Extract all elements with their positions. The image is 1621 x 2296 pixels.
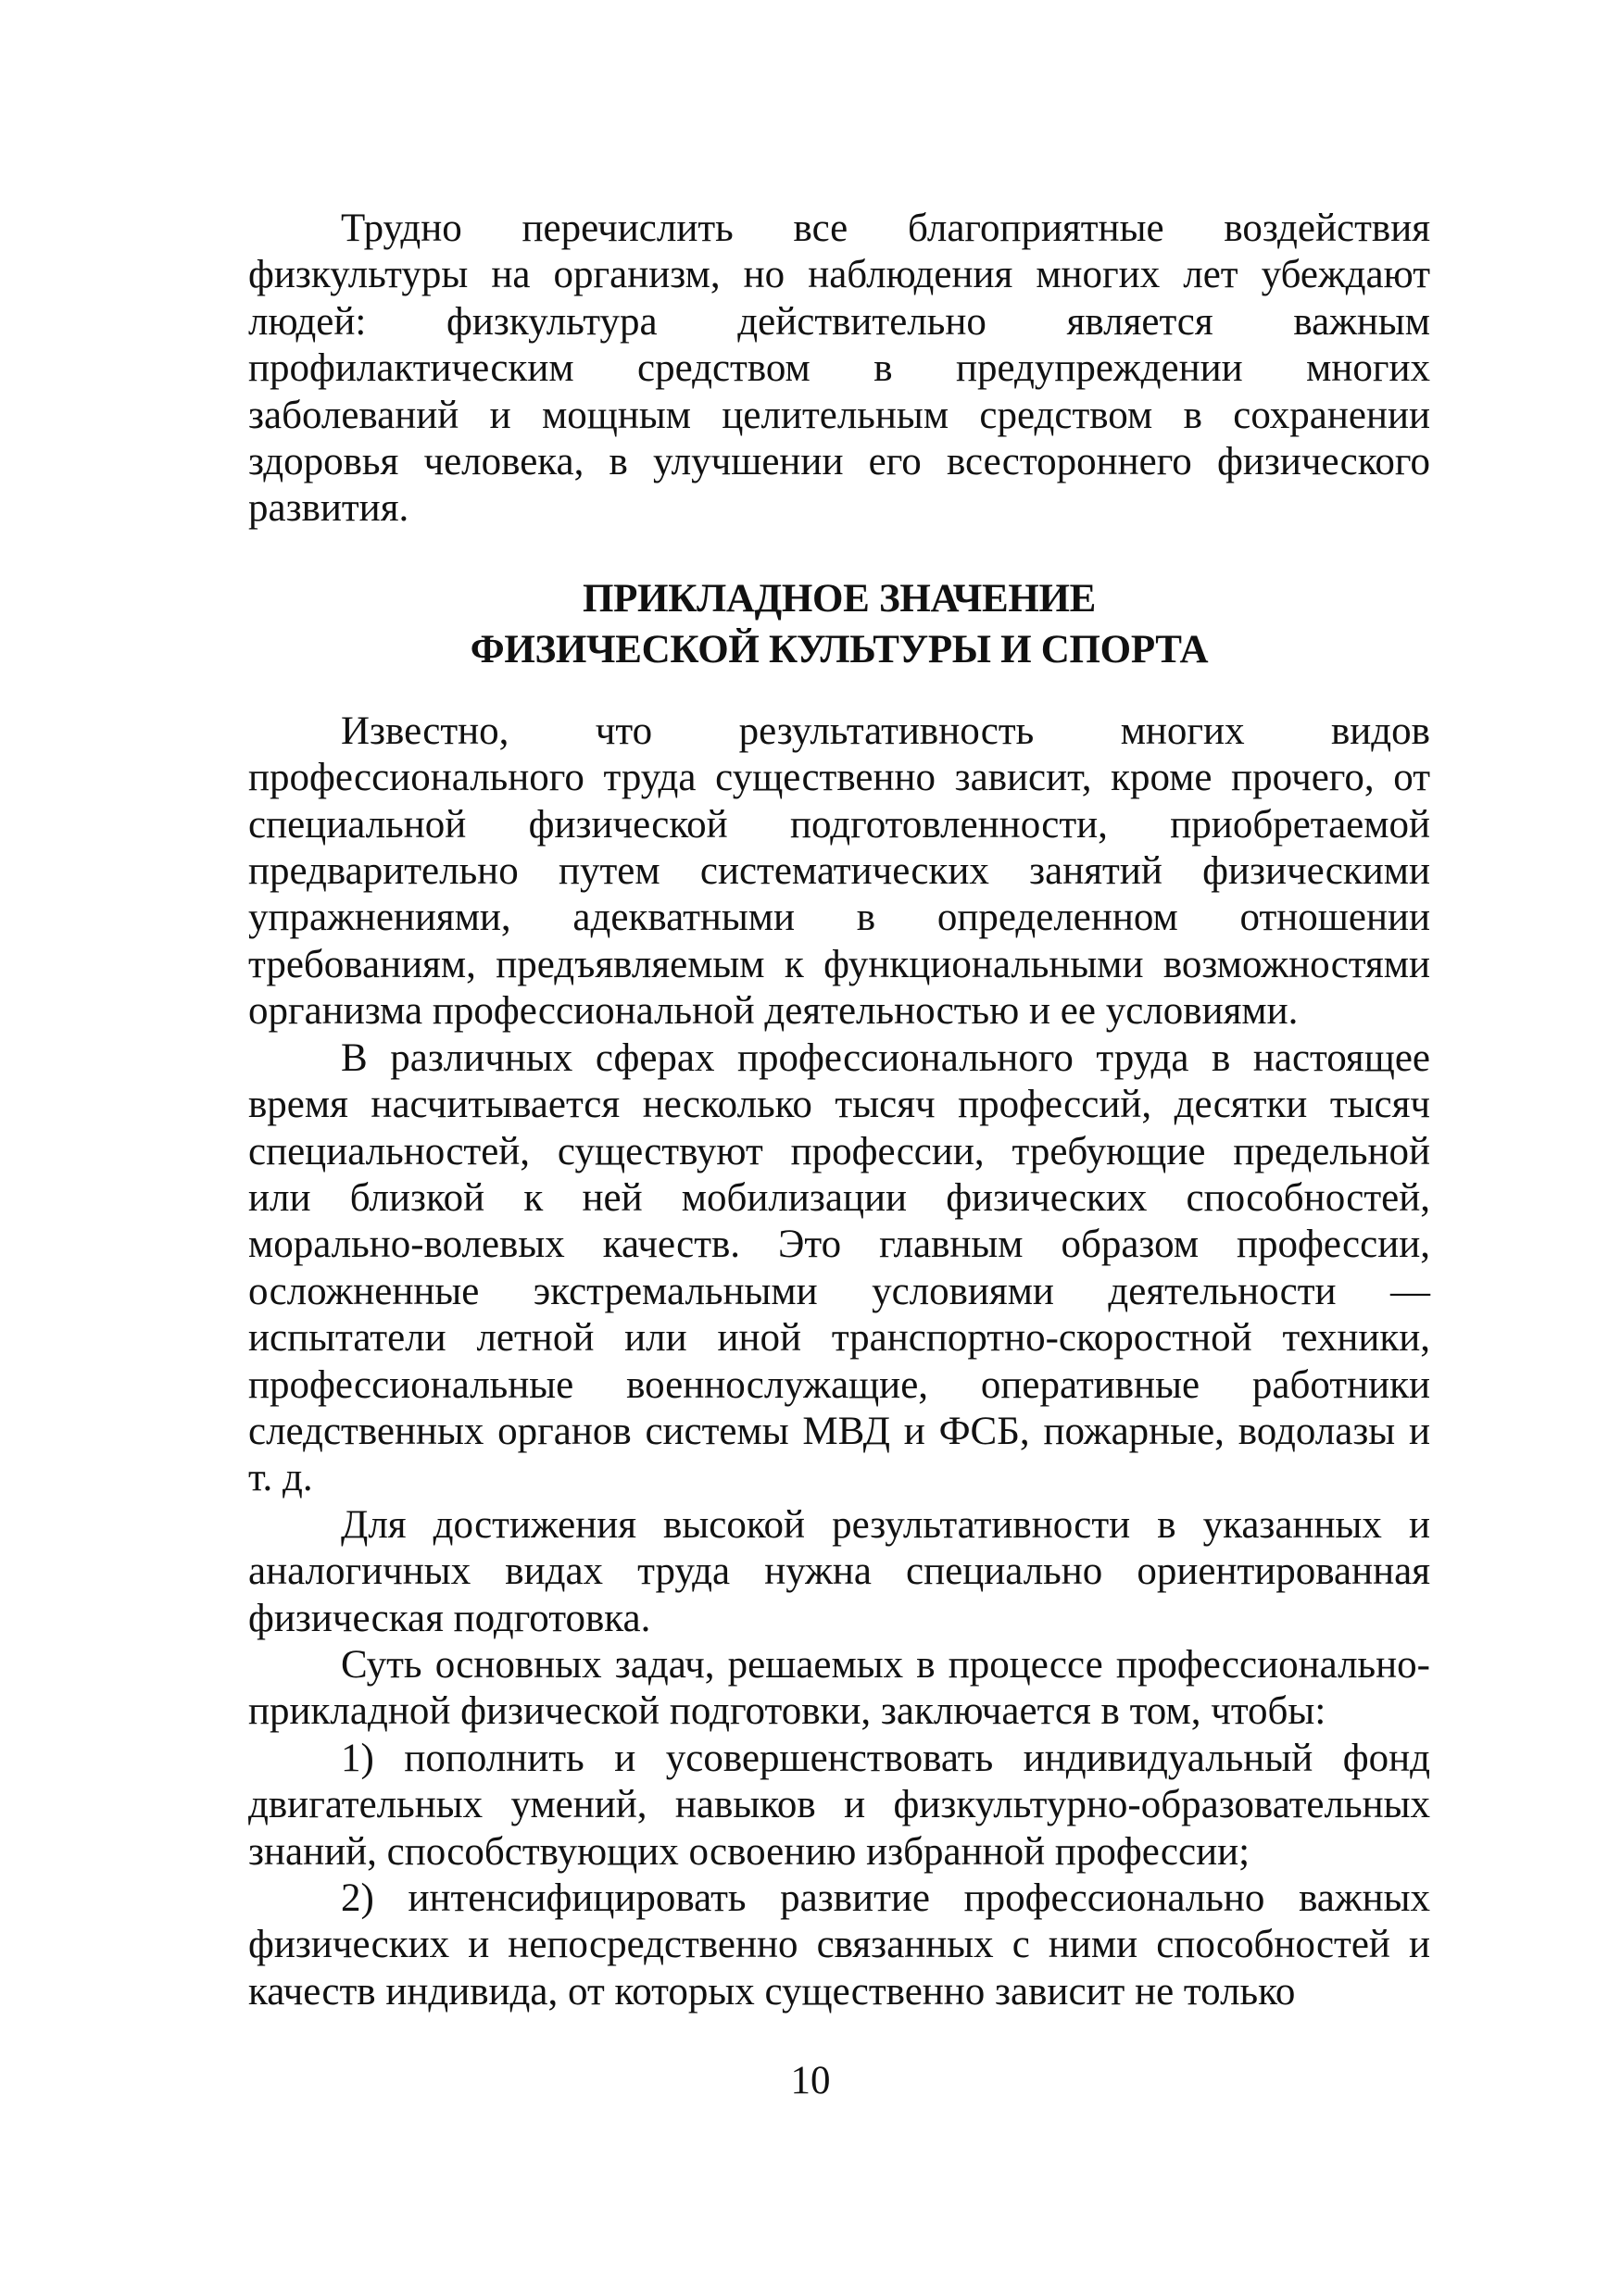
page-number: 10 xyxy=(790,2059,831,2102)
section-title-line-1: ПРИКЛАДНОЕ ЗНАЧЕНИЕ xyxy=(582,576,1097,621)
body-paragraph-1: Известно, что результативность многих видов профессионального труда существенно зависит, кроме прочего, от специальной физической подготовленности, приобретаемой предварительно путем систематических занятий физическими упражнениями, адекватными в определенном отношении требованиям, предъявляемым к функциональными возможностями организма профессиональной деятельностью и ее условиями. xyxy=(248,709,1430,1034)
list-item-2: 2) интенсифицировать развитие профессионально важных физических и непосредственно связанных с ними способностей и качеств индивида, от которых существенно зависит не только xyxy=(248,1876,1430,2014)
body-paragraph-4: Суть основных задач, решаемых в процессе профессионально-прикладной физической подготовки, заключается в том, чтобы: xyxy=(248,1642,1430,1734)
list-item-1: 1) пополнить и усовершенствовать индивидуальный фонд двигательных умений, навыков и физкультурно-образовательных знаний, способствующих освоению избранной профессии; xyxy=(248,1736,1430,1874)
intro-paragraph: Трудно перечислить все благоприятные воздействия физкультуры на организм, но наблюдения многих лет убеждают людей: физкультура действительно является важным профилактическим средством в предупреждении многих заболеваний и мощным целительным средством в сохранении здоровья человека, в улучшении его всестороннего физического развития. xyxy=(248,207,1430,531)
section-heading xyxy=(248,573,1430,675)
section-title-line-2: ФИЗИЧЕСКОЙ КУЛЬТУРЫ И СПОРТА xyxy=(470,627,1209,671)
body-paragraph-3: Для достижения высокой результативности в указанных и аналогичных видах труда нужна специально ориентированная физическая подготовка. xyxy=(248,1502,1430,1640)
body-paragraph-2: В различных сферах профессионального труда в настоящее время насчитывается несколько тысяч профессий, десятки тысяч специальностей, существуют профессии, требующие предельной или близкой к ней мобилизации физических способностей, морально-волевых качеств. Это главным образом профессии, осложненные экстремальными условиями деятельности — испытатели летной или иной транспортно-скоростной техники, профессиональные военнослужащие, оперативные работники следственных органов системы МВД и ФСБ, пожарные, водолазы и т. д. xyxy=(248,1035,1430,1500)
page-body xyxy=(248,206,1430,2015)
